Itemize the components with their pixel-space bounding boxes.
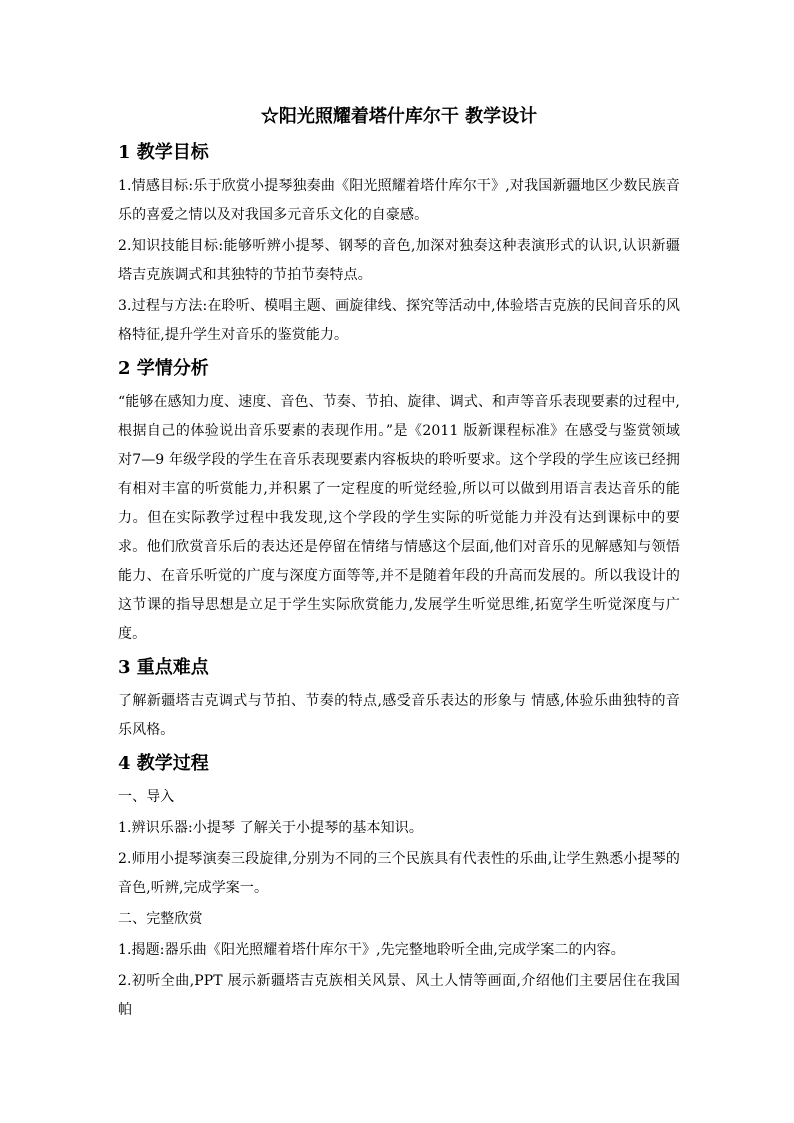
- paragraph-intro-heading: 一、导入: [118, 789, 175, 805]
- section-heading-teaching-goals: 1 教学目标: [118, 142, 209, 163]
- section-heading-teaching-process: 4 教学过程: [118, 753, 209, 774]
- paragraph-teacher-performance: 2.师用小提琴演奏三段旋律,分别为不同的三个民族具有代表性的乐曲,让学生熟悉小提琴的音色,听辨,完成学案一。: [118, 851, 680, 896]
- paragraph-learner-analysis: “能够在感知力度、速度、音色、节奏、节拍、旋律、调式、和声等音乐表现要素的过程中,根据自己的体验说出音乐要素的表现作用。”是《2011 版新课程标准》在感受与鉴赏领域对7—9 年级学段的学生在音乐表现要素内容板块的聆听要求。这个学段的学生应该已经拥有相对丰富的听赏能力,并积累了一定程度的听觉经验,所以可以做到用语言表达音乐的能力。但在实际教学过程中我发现,这个学段的学生实际的听觉能力并没有达到课标中的要求。他们欣赏音乐后的表达还是停留在情绪与情感这个层面,他们对音乐的见解感知与领悟能力、在音乐听觉的广度与深度方面等等,并不是随着年段的升高而发展的。所以我设计的这节课的指导思想是立足于学生实际欣赏能力,发展学生听觉思维,拓宽学生听觉深度与广度。: [118, 394, 680, 642]
- paragraph-emotion-goal: 1.情感目标:乐于欣赏小提琴独奏曲《阳光照耀着塔什库尔干》,对我国新疆地区少数民族音乐的喜爱之情以及对我国多元音乐文化的自豪感。: [118, 178, 680, 223]
- paragraph-full-listening-heading: 二、完整欣赏: [118, 911, 203, 927]
- section-heading-key-points: 3 重点难点: [118, 657, 209, 678]
- section-heading-learner-analysis: 2 学情分析: [118, 358, 209, 379]
- document-page: [118, 104, 680, 1025]
- paragraph-key-points: 了解新疆塔吉克调式与节拍、节奏的特点,感受音乐表达的形象与 情感,体验乐曲独特的音乐风格。: [118, 693, 680, 738]
- paragraph-first-listen: 2.初听全曲,PPT 展示新疆塔吉克族相关风景、风土人情等画面,介绍他们主要居住在我国帕: [118, 973, 680, 1018]
- paragraph-identify-instrument: 1.辨识乐器:小提琴 了解关于小提琴的基本知识。: [118, 820, 423, 836]
- paragraph-process-goal: 3.过程与方法:在聆听、模唱主题、画旋律线、探究等活动中,体验塔吉克族的民间音乐的风格特征,提升学生对音乐的鉴赏能力。: [118, 298, 680, 343]
- paragraph-reveal-topic: 1.揭题:器乐曲《阳光照耀着塔什库尔干》,先完整地聆听全曲,完成学案二的内容。: [118, 942, 625, 958]
- paragraph-skill-goal: 2.知识技能目标:能够听辨小提琴、钢琴的音色,加深对独奏这种表演形式的认识,认识新疆塔吉克族调式和其独特的节拍节奏特点。: [118, 238, 680, 283]
- document-title: ☆阳光照耀着塔什库尔干 教学设计: [260, 106, 538, 127]
